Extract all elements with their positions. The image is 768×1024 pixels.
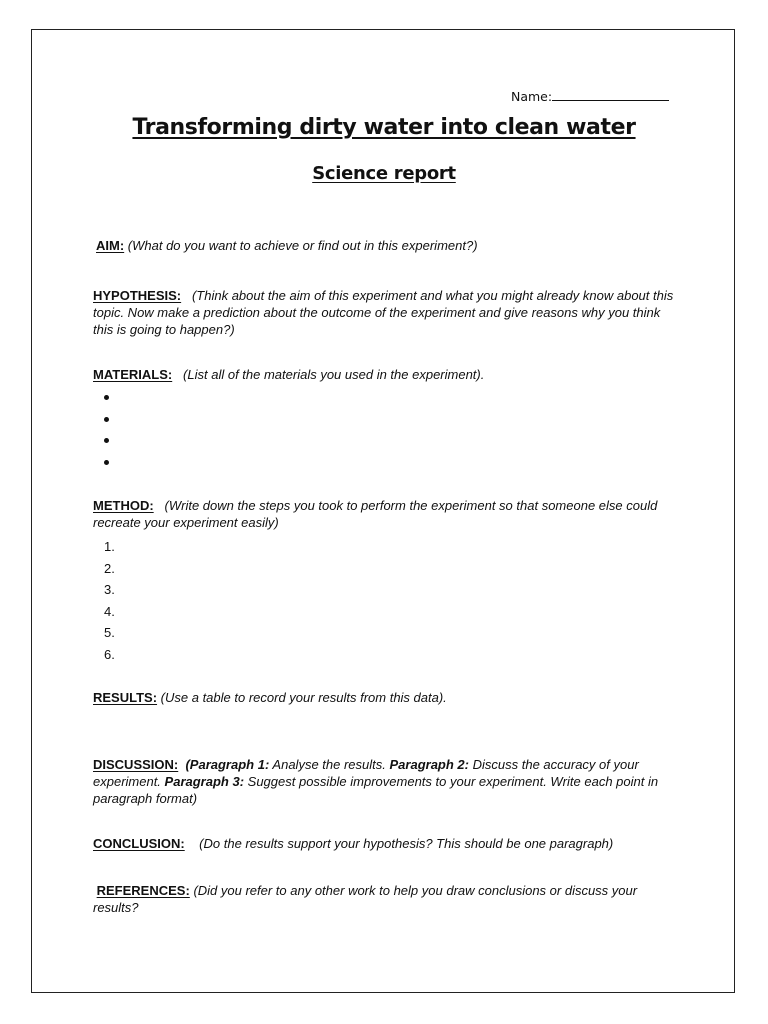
references-label: REFERENCES: xyxy=(96,883,190,898)
conclusion-prompt: (Do the results support your hypothesis? This should be one paragraph) xyxy=(199,836,614,851)
paragraph-3-label: Paragraph 3: xyxy=(164,774,245,789)
method-step: 3. xyxy=(104,582,115,597)
aim-label: AIM: xyxy=(96,238,125,253)
page-title: Transforming dirty water into clean water xyxy=(132,115,636,140)
method-prompt: (Write down the steps you took to perform the experiment so that someone else could recreate your experiment easily) xyxy=(93,498,658,530)
bullet-icon xyxy=(104,417,109,422)
name-field[interactable] xyxy=(511,88,669,104)
conclusion-label: CONCLUSION: xyxy=(93,836,185,851)
method-step: 6. xyxy=(104,646,115,662)
results-section xyxy=(93,689,678,706)
method-section xyxy=(93,497,678,531)
paragraph-1-label: (Paragraph 1: xyxy=(185,757,270,772)
discussion-label: DISCUSSION: xyxy=(93,757,179,772)
conclusion-section xyxy=(93,835,678,852)
aim-prompt: (What do you want to achieve or find out in this experiment?) xyxy=(127,238,478,253)
results-label: RESULTS: xyxy=(93,690,158,705)
method-step: 4. xyxy=(104,603,115,619)
name-blank-line[interactable] xyxy=(552,88,669,101)
aim-section xyxy=(96,237,681,254)
materials-label: MATERIALS: xyxy=(93,367,173,382)
discussion-prompt xyxy=(93,757,658,806)
paragraph-2-label: Paragraph 2: xyxy=(389,757,469,772)
references-prompt: (Did you refer to any other work to help you draw conclusions or discuss your results? xyxy=(93,883,638,915)
bullet-icon xyxy=(104,395,109,400)
materials-section xyxy=(93,366,678,383)
materials-prompt: (List all of the materials you used in the experiment). xyxy=(183,367,485,382)
paragraph-2-text: Discuss the accuracy of your experiment. xyxy=(93,757,639,789)
discussion-section xyxy=(93,756,678,807)
paragraph-3-text: Suggest possible improvements to your experiment. Write each point in paragraph format) xyxy=(93,774,659,806)
page-subtitle: Science report xyxy=(312,163,456,184)
method-steps xyxy=(104,538,115,667)
method-label: METHOD: xyxy=(93,498,154,513)
method-step: 5. xyxy=(104,625,115,640)
hypothesis-section xyxy=(93,287,678,338)
results-prompt: (Use a table to record your results from this data). xyxy=(160,690,447,705)
hypothesis-prompt: (Think about the aim of this experiment and what you might already know about this topic. Now make a prediction about the outcome of the experiment and give reasons why you think this is going to happen?) xyxy=(93,288,674,337)
references-section xyxy=(93,882,678,916)
method-step: 1. xyxy=(104,539,115,554)
hypothesis-label: HYPOTHESIS: xyxy=(93,288,182,303)
bullet-icon xyxy=(104,438,109,443)
method-step: 2. xyxy=(104,560,115,576)
paragraph-1-text: Analyse the results. xyxy=(272,757,386,772)
name-label: Name: xyxy=(511,89,553,104)
bullet-icon xyxy=(104,460,109,465)
